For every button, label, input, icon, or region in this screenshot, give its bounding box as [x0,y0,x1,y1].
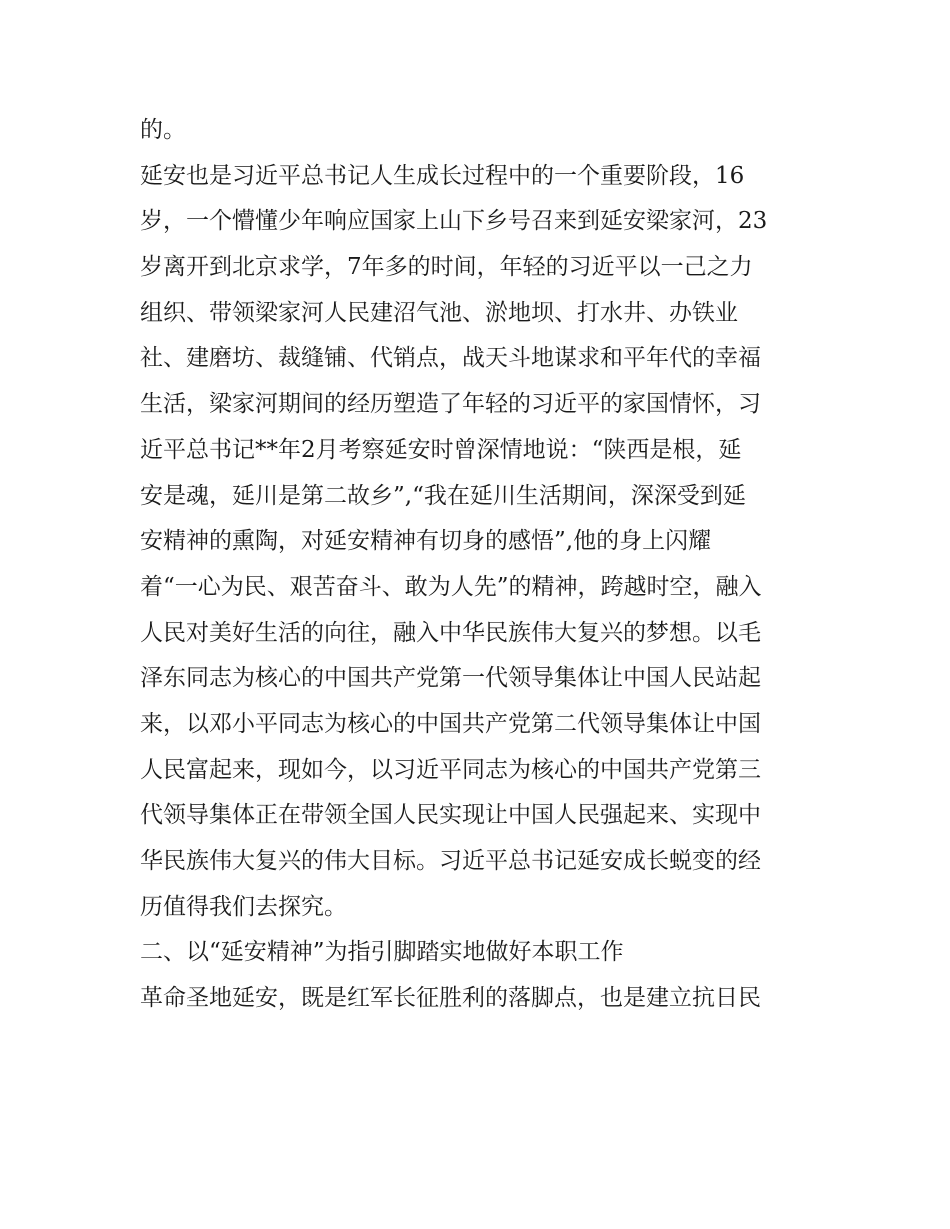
text-line: 着“一心为民、艰苦奋斗、敢为人先”的精神，跨越时空，融入 [140,573,762,600]
text-line: 组织、带领梁家河人民建沼气池、淤地坝、打水井、办铁业 [140,299,738,326]
text-line: 代领导集体正在带领全国人民实现让中国人民强起来、实现中 [140,802,761,829]
text-line: 泽东同志为核心的中国共产党第一代领导集体让中国人民站起 [140,665,761,692]
text-line: 安是魂，延川是第二故乡”,“我在延川生活期间，深深受到延 [140,482,746,509]
text-line: 人民对美好生活的向往，融入中华民族伟大复兴的梦想。以毛 [140,619,761,646]
text-line: 生活，梁家河期间的经历塑造了年轻的习近平的家国情怀，习 [140,391,761,418]
text-line: 华民族伟大复兴的伟大目标。习近平总书记延安成长蜕变的经 [140,848,761,874]
body-text [140,108,820,1022]
text-line: 安精神的熏陶，对延安精神有切身的感悟”,他的身上闪耀 [140,528,712,555]
text-line: 人民富起来，现如今，以习近平同志为核心的中国共产党第三 [140,756,761,783]
text-line: 近平总书记**年2月考察延安时曾深情地说：“陕西是根，延 [140,436,742,463]
text-line: 岁，一个懵懂少年响应国家上山下乡号召来到延安梁家河，23 [140,208,768,235]
text-line: 革命圣地延安，既是红军长征胜利的落脚点，也是建立抗日民 [140,985,761,1012]
text-line: 社、建磨坊、裁缝铺、代销点，战天斗地谋求和平年代的幸福 [140,345,761,372]
text-line: 来，以邓小平同志为核心的中国共产党第二代领导集体让中国 [140,710,761,737]
section-heading: 二、以“延安精神”为指引脚踏实地做好本职工作 [140,939,624,966]
text-line: 延安也是习近平总书记人生成长过程中的一个重要阶段，16 [140,162,745,189]
text-line: 历值得我们去探究。 [140,893,347,920]
text-line: 的。 [140,117,186,143]
text-line: 岁离开到北京求学，7年多的时间，年轻的习近平以一己之力 [140,254,753,281]
